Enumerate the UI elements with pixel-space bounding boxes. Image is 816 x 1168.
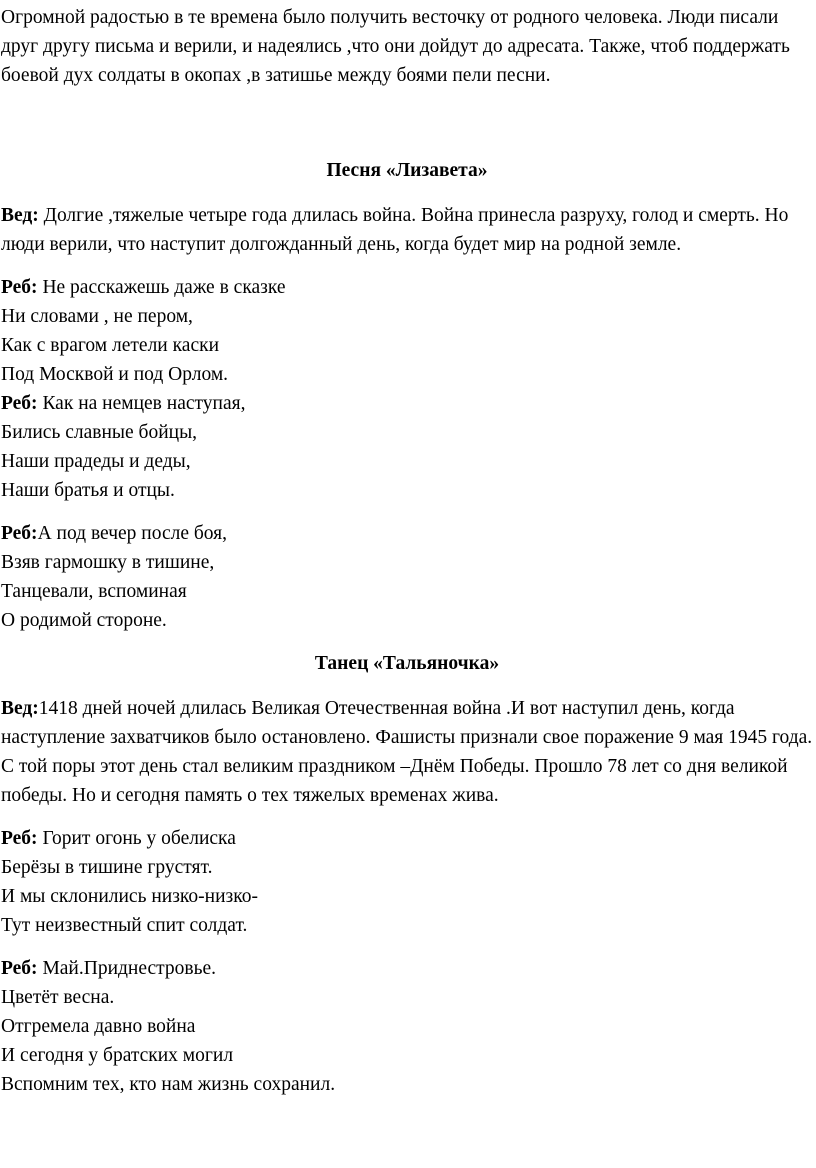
verse-block-1 [1,273,813,389]
verse-line: И мы склонились низко-низко- [1,886,258,907]
verse-block-3 [1,519,813,635]
verse-line: Как с врагом летели каски [1,335,220,356]
host-paragraph-2 [1,694,813,810]
verse-line: Наши прадеды и деды, [1,451,191,472]
verse-line: Взяв гармошку в тишине, [1,552,215,573]
verse-line: Вспомним тех, кто нам жизнь сохранил. [1,1074,336,1095]
verse-line: Ни словами , не пером, [1,306,193,327]
verse-line: И сегодня у братских могил [1,1045,234,1066]
verse-line: Под Москвой и под Орлом. [1,364,229,385]
verse-line [1,824,813,853]
verse-line-text: Как на немцев наступая, [37,393,246,414]
speaker-label: Вед: [1,698,39,719]
verse-line: Бились славные бойцы, [1,422,198,443]
verse-line: Наши братья и отцы. [1,480,175,501]
speaker-label: Реб: [1,523,38,544]
verse-line [1,273,813,302]
verse-line: Цветёт весна. [1,987,115,1008]
verse-line [1,519,813,548]
verse-line-text: Не расскажешь даже в сказке [37,277,286,298]
verse-block-5 [1,954,813,1099]
document-page [1,3,813,1099]
verse-line-text: Горит огонь у обелиска [37,828,236,849]
host-paragraph-1 [1,201,813,259]
dance-heading: Танец «Тальяночка» [314,653,500,674]
host-text: Долгие ,тяжелые четыре года длилась война. Война принесла разруху, голод и смерть. Но люди верили, что наступит долгожданный день, когда будет мир на родной земле. [1,205,789,255]
speaker-label: Реб: [1,828,38,849]
verse-line: Тут неизвестный спит солдат. [1,915,248,936]
verse-line: О родимой стороне. [1,610,167,631]
verse-line-text: Май.Приднестровье. [37,958,217,979]
verse-line-text: А под вечер после боя, [37,523,228,544]
verse-line [1,954,813,983]
intro-paragraph: Огромной радостью в те времена было получить весточку от родного человека. Люди писали друг другу письма и верили, и надеялись ,что они дойдут до адресата. Также, чтоб поддержать боевой дух солдаты в окопах ,в затишье между боями пели песни. [1,7,790,86]
speaker-label: Реб: [1,393,38,414]
song-heading: Песня «Лизавета» [326,160,488,181]
speaker-label: Реб: [1,277,38,298]
speaker-label: Вед: [1,205,39,226]
verse-line: Танцевали, вспоминая [1,581,187,602]
verse-block-2 [1,389,813,505]
host-text: 1418 дней ночей длилась Великая Отечественная война .И вот наступил день, когда наступление захватчиков было остановлено. Фашисты признали свое поражение 9 мая 1945 года. С той поры этот день стал великим праздником –Днём Победы. Прошло 78 лет со дня великой победы. Но и сегодня память о тех тяжелых временах жива. [1,698,813,806]
verse-line: Берёзы в тишине грустят. [1,857,213,878]
verse-block-4 [1,824,813,940]
verse-line [1,389,813,418]
speaker-label: Реб: [1,958,38,979]
verse-line: Отгремела давно война [1,1016,196,1037]
